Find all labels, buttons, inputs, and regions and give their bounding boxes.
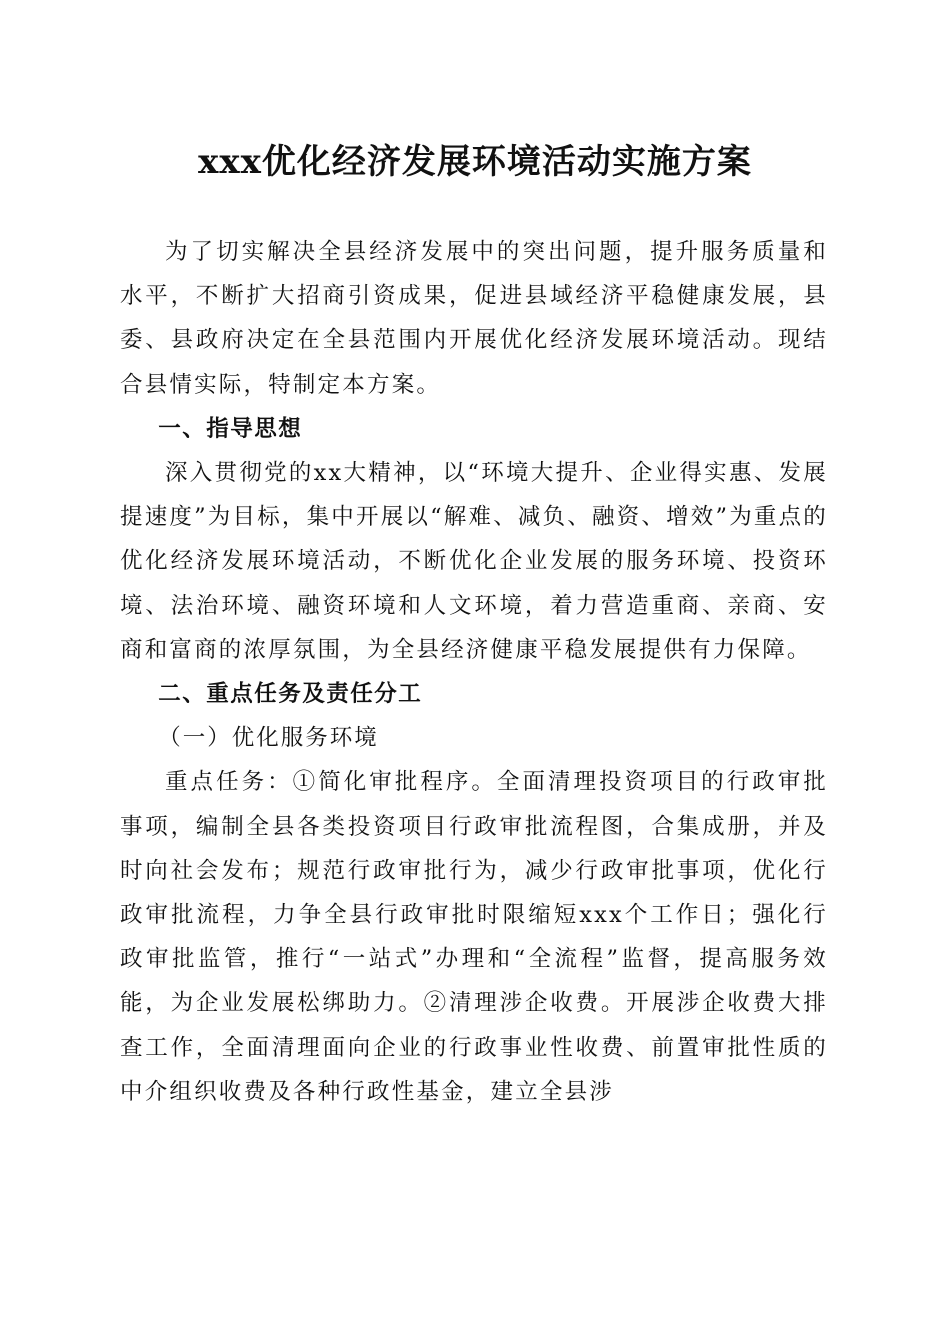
subsection-heading-service-environment: （一）优化服务环境 (158, 725, 379, 752)
intro-paragraph: 为了切实解决全县经济发展中的突出问题，提升服务质量和水平，不断扩大招商引资成果，促进县域经济平稳健康发展，县委、县政府决定在全县范围内开展优化经济发展环境活动。现结合县情实际，特制定本方案。 (120, 239, 828, 398)
section-heading-guiding-ideology: 一、指导思想 (158, 415, 303, 442)
key-tasks-paragraph: 重点任务：①简化审批程序。全面清理投资项目的行政审批事项，编制全县各类投资项目行政审批流程图，合集成册，并及时向社会发布；规范行政审批行为，减少行政审批事项，优化行政审批流程，力争全县行政审批时限缩短xxx个工作日；强化行政审批监管，推行“一站式”办理和“全流程”监督，提高服务效能，为企业发展松绑助力。②清理涉企收费。开展涉企收费大排查工作，全面清理面向企业的行政事业性收费、前置审批性质的中介组织收费及各种行政性基金，建立全县涉 (120, 769, 828, 1105)
guiding-ideology-paragraph: 深入贯彻党的xx大精神，以“环境大提升、企业得实惠、发展提速度”为目标，集中开展以“解难、减负、融资、增效”为重点的优化经济发展环境活动，不断优化企业发展的服务环境、投资环境、法治环境、融资环境和人文环境，着力营造重商、亲商、安商和富商的浓厚氛围，为全县经济健康平稳发展提供有力保障。 (120, 460, 829, 663)
document-title: xxx优化经济发展环境活动实施方案 (198, 142, 752, 182)
document-body (120, 230, 828, 1114)
section-heading-key-tasks: 二、重点任务及责任分工 (158, 681, 423, 708)
